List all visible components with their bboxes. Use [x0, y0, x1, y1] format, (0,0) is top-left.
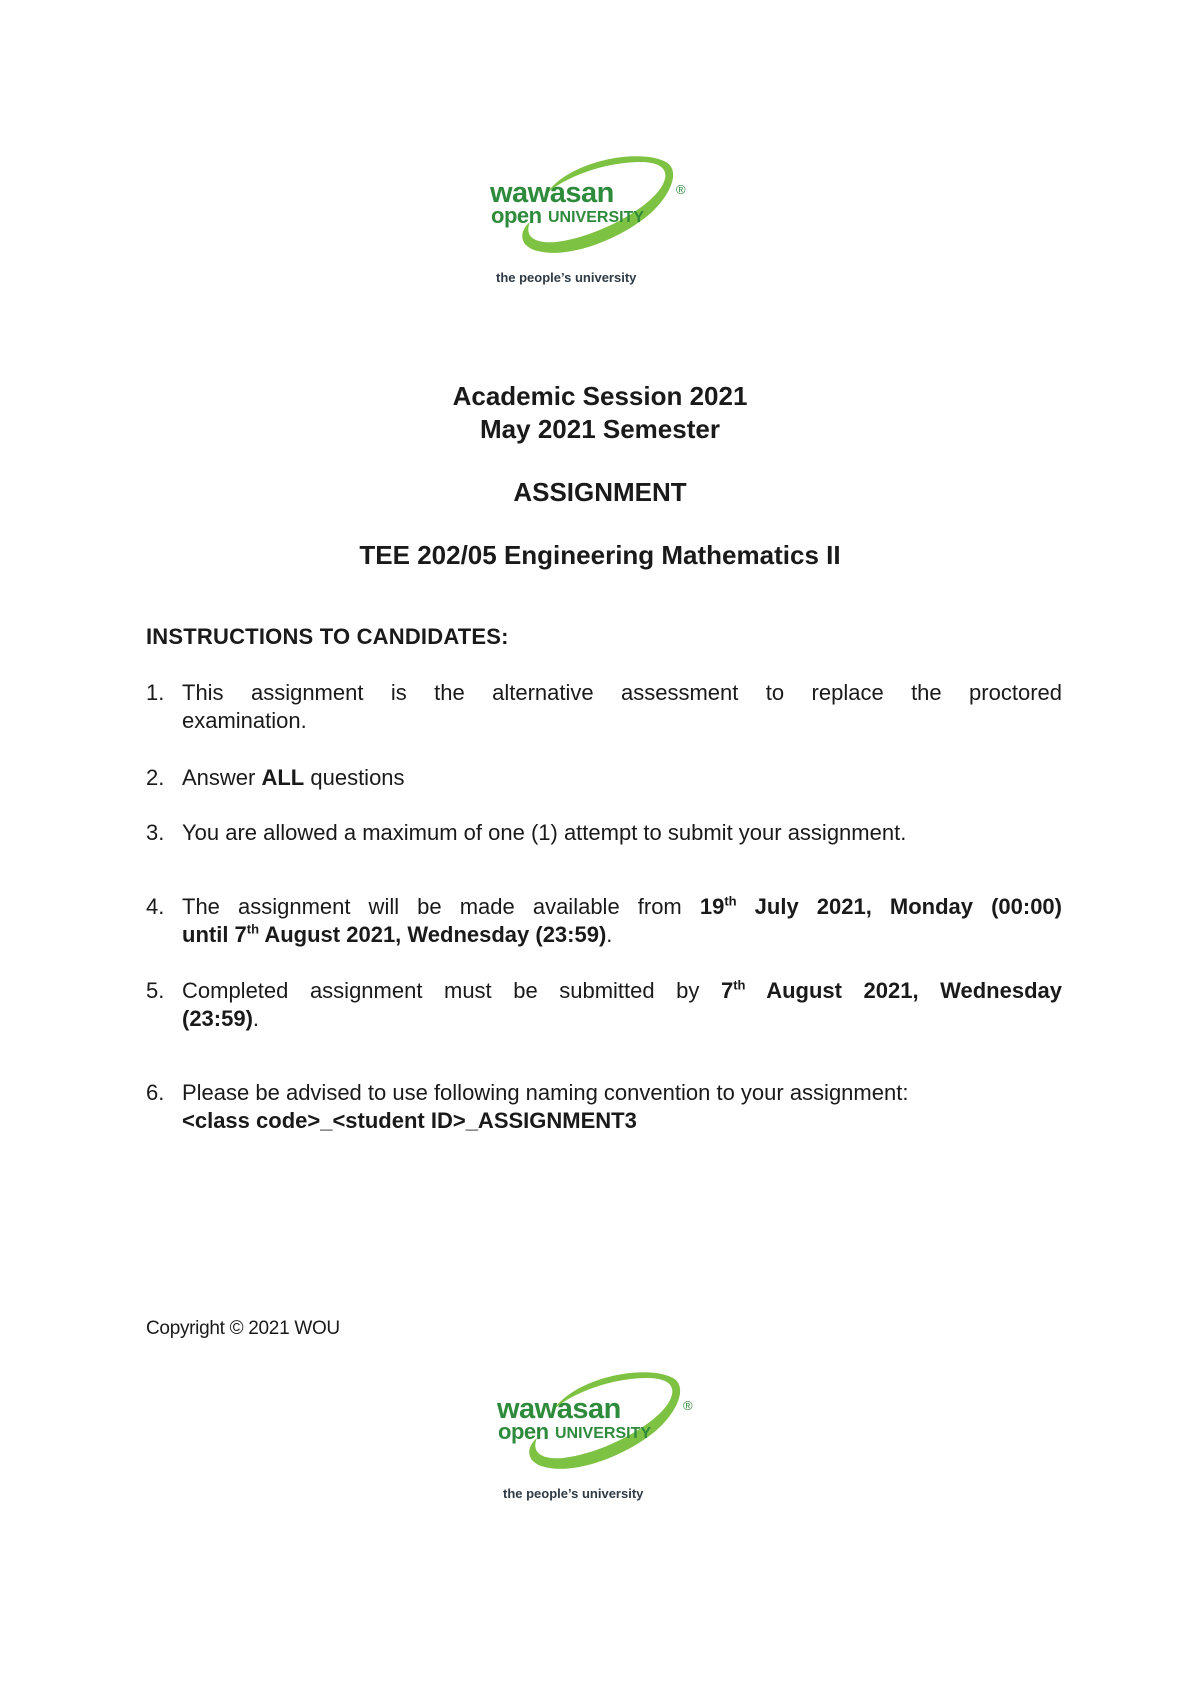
instruction-item [146, 679, 1062, 735]
instruction-number: 5. [146, 978, 165, 1003]
naming-convention: <class code>_<student ID>_ASSIGNMENT3 [182, 1108, 637, 1133]
start-day: 19 [699, 894, 725, 919]
deadline-date [721, 978, 1062, 1003]
logo-registered: ® [676, 182, 686, 197]
deadline-time: (23:59) [182, 1006, 253, 1031]
sentence-end: . [606, 922, 613, 947]
instruction-text-line2 [182, 1005, 1062, 1033]
logo-name-line1: wawasan [490, 177, 614, 209]
instruction-item [146, 764, 1062, 792]
logo-graphic [490, 152, 720, 302]
instruction-text: You are allowed a maximum of one (1) attempt to submit your assignment. [182, 820, 907, 845]
instruction-text-line2 [182, 921, 1062, 949]
start-date-rest: July 2021, Monday (00:00) [736, 894, 1062, 919]
sentence-end: . [252, 1006, 260, 1031]
instruction-text-line2: examination. [182, 708, 307, 733]
end-day-suffix: th [246, 921, 260, 937]
deadline-day: 7 [720, 978, 734, 1003]
availability-pre: The assignment will be made available from [182, 894, 700, 919]
instruction-text-line1: Please be advised to use following naming convention to your assignment: [182, 1080, 909, 1105]
logo-registered: ® [683, 1398, 693, 1413]
instruction-text-line1 [182, 977, 1062, 1005]
start-day-suffix: th [724, 893, 737, 909]
end-date [182, 922, 606, 947]
instruction-emphasis: ALL [261, 765, 305, 790]
logo-name-line1: wawasan [497, 1393, 621, 1425]
instruction-text [182, 977, 1062, 1033]
document-type: ASSIGNMENT [513, 477, 687, 507]
academic-session: Academic Session 2021 [452, 381, 748, 411]
instruction-text-line1 [182, 893, 1062, 921]
logo-name-line2a: open [491, 203, 542, 228]
instruction-number: 1. [146, 680, 165, 705]
instructions-heading: INSTRUCTIONS TO CANDIDATES: [146, 624, 509, 649]
deadline-date-rest: August 2021, Wednesday [745, 978, 1062, 1003]
instruction-item [146, 977, 1062, 1033]
instruction-item [146, 819, 1062, 847]
course-title: TEE 202/05 Engineering Mathematics II [359, 540, 841, 570]
instruction-text [182, 893, 1062, 949]
instruction-text [182, 1079, 1062, 1135]
instruction-number: 2. [146, 765, 165, 790]
instruction-text [182, 764, 1062, 792]
logo-tagline: the people’s university [503, 1486, 644, 1501]
instruction-number: 4. [146, 894, 165, 919]
deadline-pre: Completed assignment must be submitted by [182, 978, 721, 1003]
instruction-item [146, 893, 1062, 949]
logo-name-line2a: open [498, 1419, 549, 1444]
instruction-text-post: questions [304, 765, 405, 790]
logo-tagline: the people’s university [496, 270, 637, 285]
deadline-day-suffix: th [733, 977, 746, 993]
end-until: until 7 [182, 922, 247, 947]
instruction-text-pre: Answer [182, 765, 262, 790]
logo-name-line2b: UNIVERSITY [555, 1425, 652, 1442]
semester: May 2021 Semester [480, 414, 720, 444]
university-logo-footer [497, 1368, 727, 1518]
logo-name-line2b: UNIVERSITY [548, 209, 645, 226]
university-logo [490, 152, 720, 302]
instruction-text-line1: This assignment is the alternative assessment to replace the proctored [182, 680, 1062, 705]
copyright-notice: Copyright © 2021 WOU [146, 1318, 340, 1339]
start-date [700, 894, 1062, 919]
instruction-item [146, 1079, 1062, 1135]
instruction-number: 6. [146, 1080, 165, 1105]
logo-graphic [497, 1368, 727, 1518]
instruction-number: 3. [146, 820, 165, 845]
title-block [0, 380, 1200, 572]
instruction-text [182, 679, 1062, 735]
end-date-rest: August 2021, Wednesday (23:59) [259, 922, 607, 947]
